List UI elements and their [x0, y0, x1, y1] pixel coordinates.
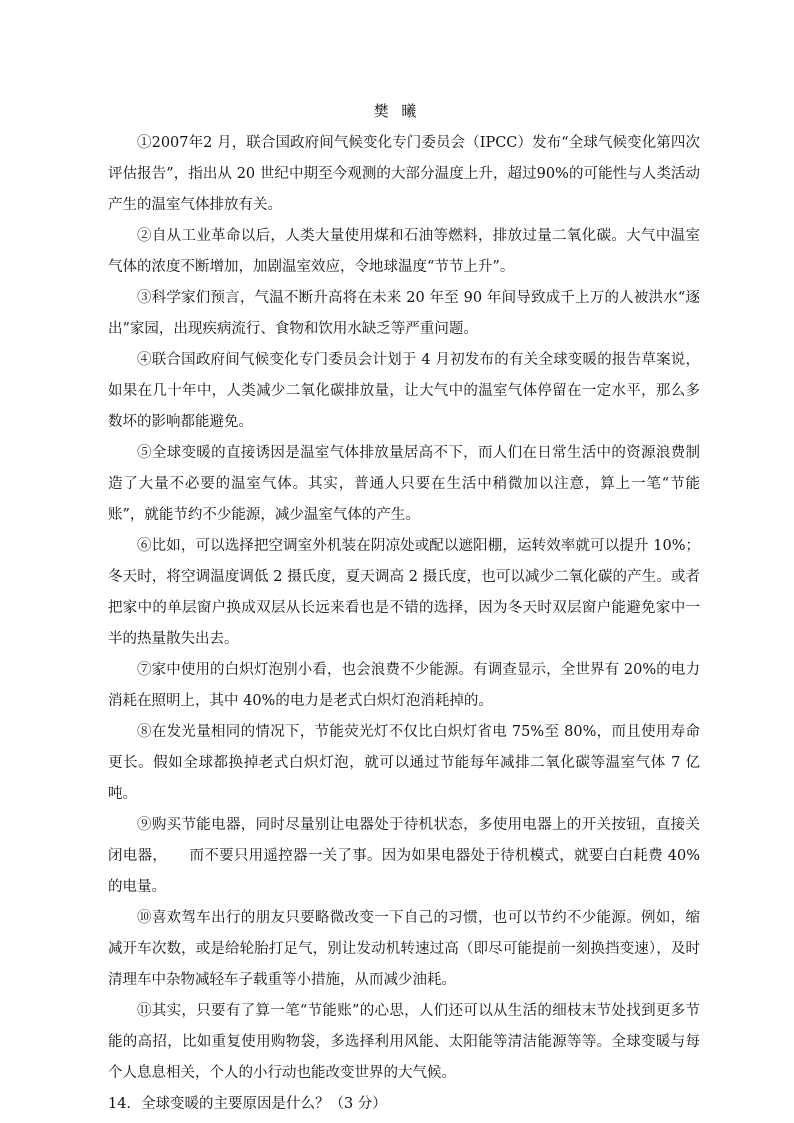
- question-14: 14．全球变暖的主要原因是什么？（3 分）: [108, 1096, 387, 1112]
- author-name: 樊 曦: [373, 102, 421, 120]
- paragraph-7: ⑦家中使用的白炽灯泡别小看，也会浪费不少能源。有调查显示，全世界有 20%的电力消耗在照明上，其中 40%的电力是老式白炽灯泡消耗掉的。: [108, 662, 700, 709]
- paragraph-11: ⑪其实，只要有了算一笔“节能账”的心思，人们还可以从生活的细枝末节处找到更多节能的高招，比如重复使用购物袋，多选择利用风能、太阳能等清洁能源等等。全球变暖与每个人息息相关，个人的小行动也能改变世界的大气候。: [108, 1003, 700, 1081]
- paragraph-4: ④联合国政府间气候变化专门委员会计划于 4 月初发布的有关全球变暖的报告草案说，如果在几十年中，人类减少二氧化碳排放量，让大气中的温室气体停留在一定水平，那么多数坏的影响都能避免。: [108, 352, 700, 430]
- paragraph-8: ⑧在发光量相同的情况下，节能荧光灯不仅比白炽灯省电 75%至 80%，而且使用寿命更长。假如全球都换掉老式白炽灯泡，就可以通过节能每年减排二氧化碳等温室气体 7 亿吨。: [108, 724, 700, 802]
- paragraph-9: ⑨购买节能电器，同时尽量别让电器处于待机状态，多使用电器上的开关按钮，直接关闭电器， 而不要只用遥控器一关了事。因为如果电器处于待机模式，就要白白耗费 40%的电量。: [108, 817, 700, 895]
- article-body: [108, 128, 700, 1120]
- paragraph-10: ⑩喜欢驾车出行的朋友只要略微改变一下自己的习惯，也可以节约不少能源。例如，缩减开车次数，或是给轮胎打足气，别让发动机转速过高（即尽可能提前一刻换挡变速），及时清理车中杂物减轻车子载重等小措施，从而减少油耗。: [108, 910, 700, 988]
- paragraph-6: ⑥比如，可以选择把空调室外机装在阴凉处或配以遮阳棚，运转效率就可以提升 10%；冬天时，将空调温度调低 2 摄氏度，夏天调高 2 摄氏度，也可以减少二氧化碳的产生。或者把家中的单层窗户换成双层从长远来看也是不错的选择，因为冬天时双层窗户能避免家中一半的热量散失出去。: [108, 538, 700, 647]
- paragraph-3: ③科学家们预言，气温不断升高将在未来 20 年至 90 年间导致成千上万的人被洪水“逐出”家园，出现疾病流行、食物和饮用水缺乏等严重问题。: [108, 290, 700, 337]
- paragraph-2: ②自从工业革命以后，人类大量使用煤和石油等燃料，排放过量二氧化碳。大气中温室气体的浓度不断增加，加剧温室效应，令地球温度“节节上升”。: [108, 228, 700, 275]
- paragraph-5: ⑤全球变暖的直接诱因是温室气体排放量居高不下，而人们在日常生活中的资源浪费制造了大量不必要的温室气体。其实，普通人只要在生活中稍微加以注意，算上一笔“节能账”，就能节约不少能源，减少温室气体的产生。: [108, 445, 700, 523]
- paragraph-1: ①2007年2 月，联合国政府间气候变化专门委员会（IPCC）发布“全球气候变化第四次评估报告”，指出从 20 世纪中期至今观测的大部分温度上升，超过90%的可能性与人类活动产生的温室气体排放有关。: [108, 135, 700, 213]
